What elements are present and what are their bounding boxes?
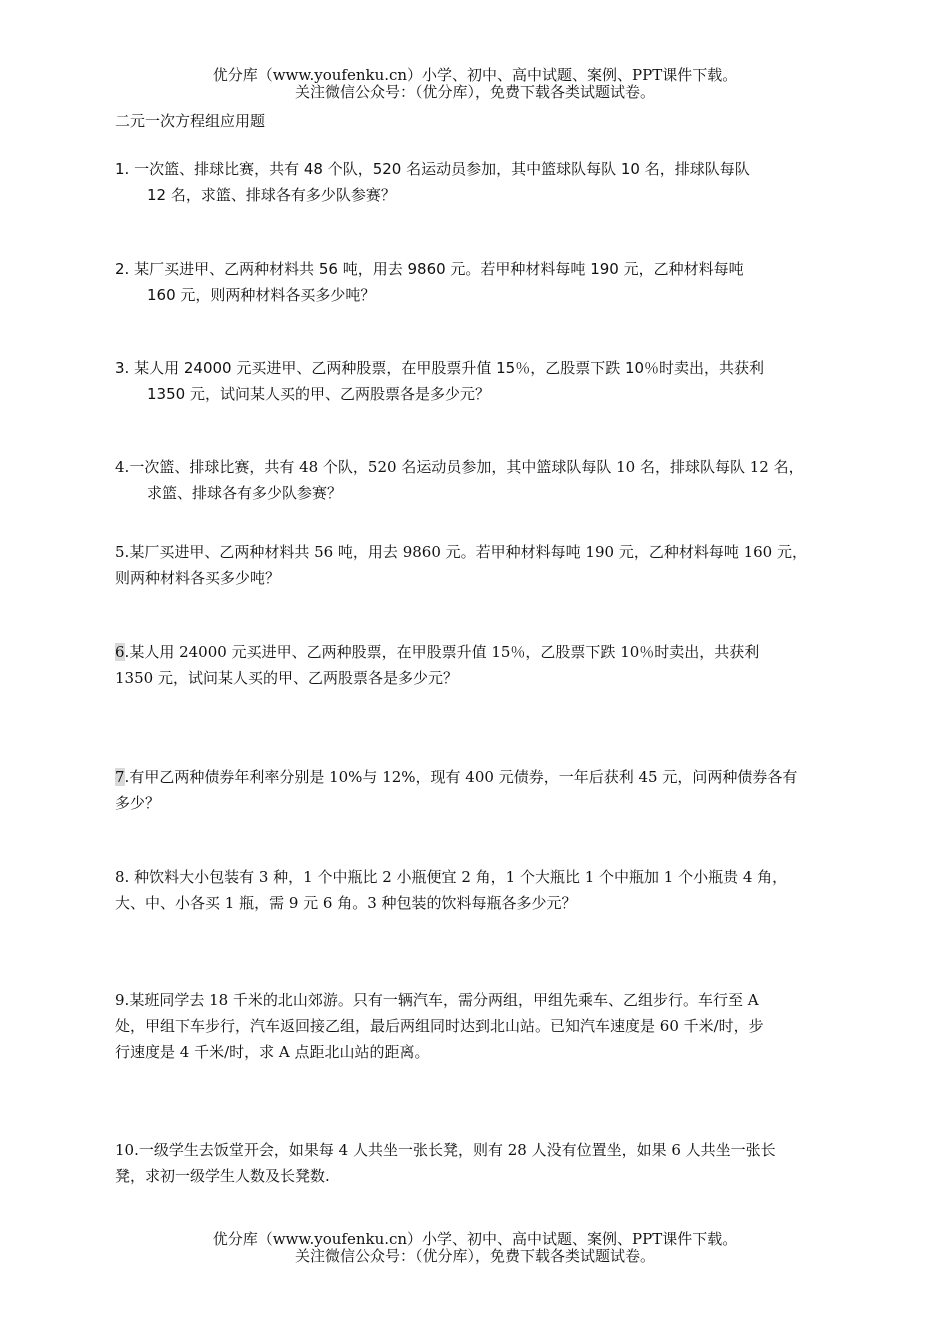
question-text: 某人用 24000 元买进甲、乙两种股票，在甲股票升值 15％，乙股票下跌 10％时卖出，共获利 — [134, 359, 765, 377]
question-text: 某班同学去 18 千米的北山郊游。只有一辆汽车，需分两组，甲组先乘车、乙组步行。车行至 A — [129, 991, 759, 1009]
question-text: .某人用 24000 元买进甲、乙两种股票，在甲股票升值 15％，乙股票下跌 10％时卖出，共获利 — [124, 643, 760, 661]
question-text: 求篮、排球各有多少队参赛？ — [147, 484, 343, 502]
question-1 — [115, 156, 840, 208]
footer-line-1: 优分库（www.youfenku.cn）小学、初中、高中试题、案例、PPT课件下载。 — [212, 1230, 738, 1248]
question-text: 大、中、小各买 1 瓶，需 9 元 6 角。3 种包装的饮料每瓶各多少元？ — [115, 894, 577, 912]
question-text: 12 名，求篮、排球各有多少队参赛？ — [147, 186, 396, 204]
question-number: 7 — [115, 768, 125, 786]
question-3 — [115, 355, 840, 407]
page-header — [0, 67, 950, 101]
question-number: 4. — [115, 458, 130, 476]
question-text: .有甲乙两种债券年利率分别是 10%与 12%，现有 400 元债券，一年后获利 45 元，问两种债券各有 — [124, 768, 798, 786]
question-text: 处，甲组下车步行，汽车返回接乙组，最后两组同时达到北山站。已知汽车速度是 60 千米/时，步 — [115, 1017, 764, 1035]
question-text: 1350 元，试问某人买的甲、乙两股票各是多少元？ — [115, 669, 458, 687]
question-5 — [115, 539, 840, 591]
question-4 — [115, 454, 840, 506]
header-line-1: 优分库（www.youfenku.cn）小学、初中、高中试题、案例、PPT课件下载。 — [212, 66, 738, 84]
question-number: 5. — [115, 543, 130, 561]
question-text: 一级学生去饭堂开会，如果每 4 人共坐一张长凳，则有 28 人没有位置坐，如果 6 人共坐一张长 — [138, 1141, 776, 1159]
question-text: 某厂买进甲、乙两种材料共 56 吨，用去 9860 元。若甲种材料每吨 190 元，乙种材料每吨 — [134, 260, 744, 278]
question-text: 则两种材料各买多少吨？ — [115, 569, 281, 587]
question-text: 种饮料大小包装有 3 种，1 个中瓶比 2 小瓶便宜 2 角，1 个大瓶比 1 个中瓶加 1 个小瓶贵 4 角， — [129, 868, 788, 886]
question-7 — [115, 764, 840, 816]
question-number: 9. — [115, 991, 130, 1009]
question-8 — [115, 864, 840, 916]
question-text: 1350 元，试问某人买的甲、乙两股票各是多少元？ — [147, 385, 490, 403]
question-10 — [115, 1137, 840, 1189]
question-text: 160 元，则两种材料各买多少吨？ — [147, 286, 376, 304]
question-text: 一次篮、排球比赛，共有 48 个队，520 名运动员参加，其中篮球队每队 10 名，排球队每队 12 名， — [129, 458, 804, 476]
question-number: 8. — [115, 868, 130, 886]
question-text: 多少？ — [115, 794, 161, 812]
document-title: 二元一次方程组应用题 — [115, 112, 266, 130]
question-number: 1. — [115, 160, 130, 178]
page-footer — [0, 1231, 950, 1265]
question-2 — [115, 256, 840, 308]
question-number: 3. — [115, 359, 130, 377]
footer-line-2: 关注微信公众号：（优分库），免费下载各类试题试卷。 — [294, 1247, 655, 1265]
question-text: 凳，求初一级学生人数及长凳数. — [115, 1167, 330, 1185]
question-number: 6 — [115, 643, 125, 661]
question-9 — [115, 987, 840, 1065]
question-6 — [115, 639, 840, 691]
question-number: 10. — [115, 1141, 139, 1159]
question-text: 行速度是 4 千米/时，求 A 点距北山站的距离。 — [115, 1043, 430, 1061]
question-number: 2. — [115, 260, 130, 278]
question-text: 某厂买进甲、乙两种材料共 56 吨，用去 9860 元。若甲种材料每吨 190 元，乙种材料每吨 160 元， — [129, 543, 807, 561]
header-line-2: 关注微信公众号：（优分库），免费下载各类试题试卷。 — [294, 83, 655, 101]
question-text: 一次篮、排球比赛，共有 48 个队，520 名运动员参加，其中篮球队每队 10 名，排球队每队 — [134, 160, 750, 178]
